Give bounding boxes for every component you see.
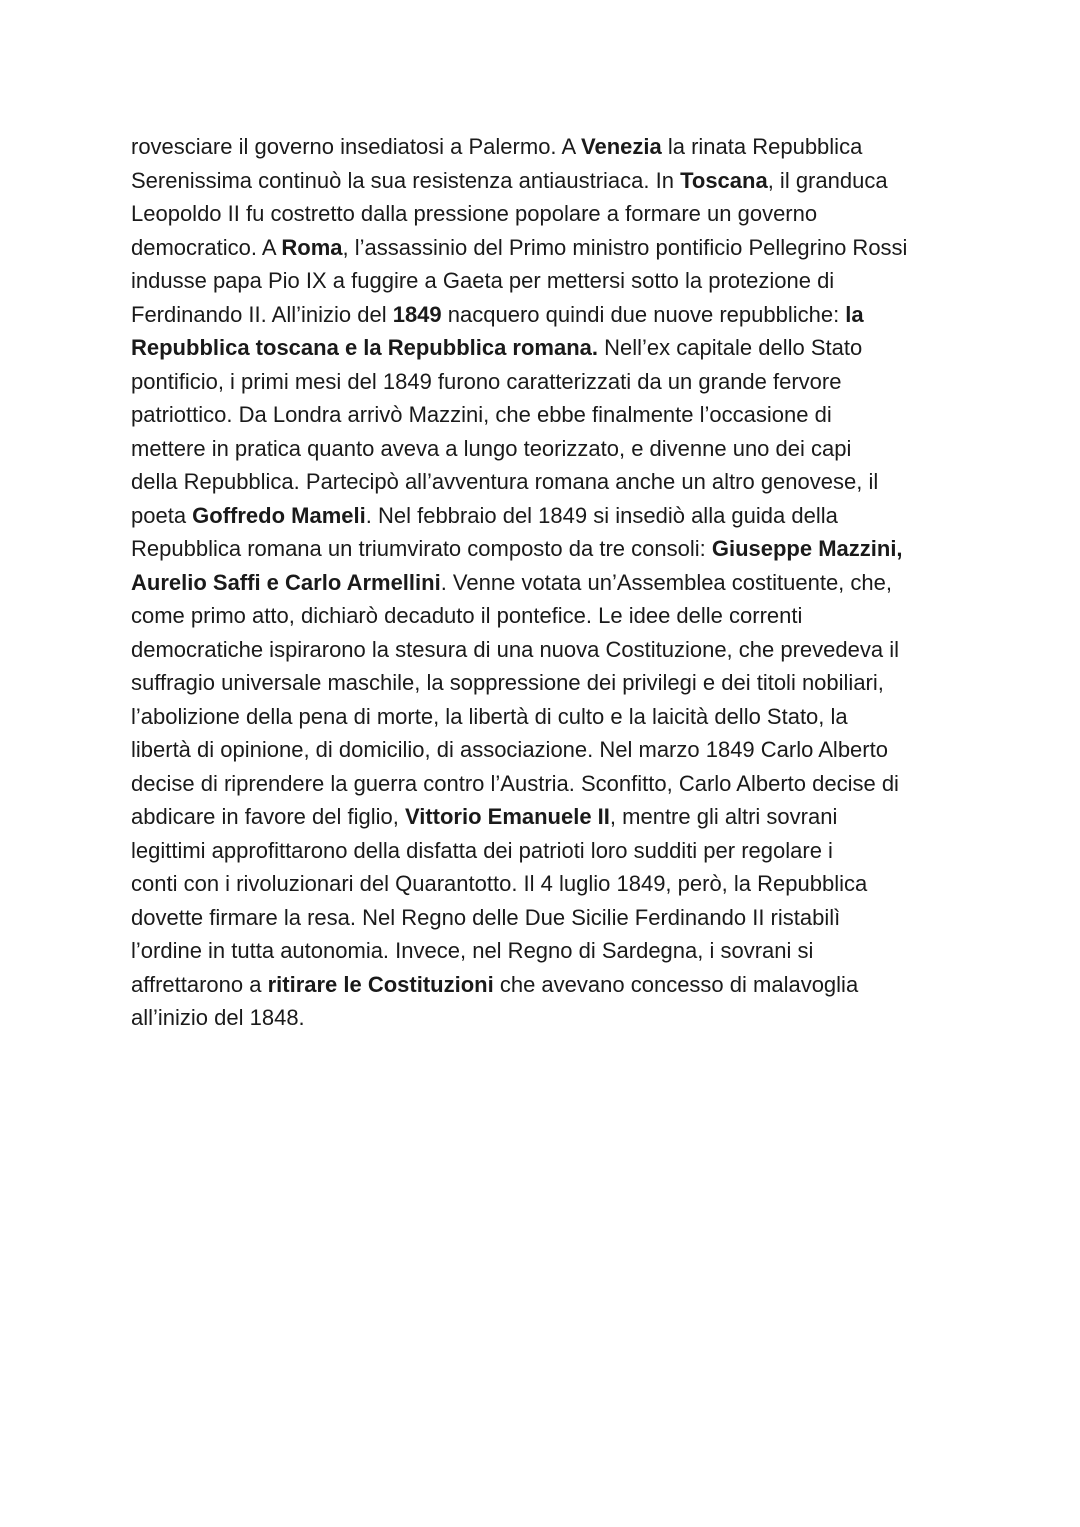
text-segment: dovette firmare la resa. Nel Regno delle Due Sicilie Ferdinando II ristabilì	[131, 904, 841, 930]
bold-text-segment: 1849	[392, 301, 442, 327]
bold-text-segment: Venezia	[581, 134, 662, 159]
text-line	[131, 767, 961, 801]
text-line	[131, 566, 961, 600]
text-line	[131, 264, 961, 298]
text-line	[131, 800, 961, 834]
text-segment: abdicare in favore del figlio,	[131, 804, 405, 829]
text-segment: Serenissima continuò la sua resistenza antiaustriaca. In	[131, 167, 681, 193]
text-segment: poeta	[131, 502, 193, 528]
text-line	[131, 398, 961, 432]
text-segment: libertà di opinione, di domicilio, di associazione. Nel marzo 1849 Carlo Alberto	[131, 737, 888, 762]
text-segment: come primo atto, dichiarò decaduto il pontefice. Le idee delle correnti	[131, 603, 803, 628]
text-segment: pontificio, i primi mesi del 1849 furono caratterizzati da un grande fervore	[131, 368, 842, 394]
text-segment: Ferdinando II. All’inizio del	[131, 301, 393, 327]
text-segment: , mentre gli altri sovrani	[609, 804, 838, 829]
bold-text-segment: Repubblica toscana e la Repubblica romana.	[131, 335, 599, 360]
text-segment: suffragio universale maschile, la soppressione dei privilegi e dei titoli nobiliari,	[131, 670, 884, 695]
text-segment: affrettarono a	[131, 971, 268, 997]
text-line	[131, 164, 961, 198]
text-segment: legittimi approfittarono della disfatta dei patrioti loro sudditi per regolare i	[131, 837, 833, 863]
text-segment: Nell’ex capitale dello Stato	[598, 335, 863, 360]
text-line	[131, 365, 961, 399]
text-line	[131, 867, 961, 901]
text-segment: . Venne votata un’Assemblea costituente, che,	[440, 569, 892, 595]
text-segment: , l’assassinio del Primo ministro pontificio Pellegrino Rossi	[342, 234, 908, 260]
body-text	[131, 130, 961, 1035]
bold-text-segment: Giuseppe Mazzini,	[711, 536, 903, 561]
text-segment: che avevano concesso di malavoglia	[493, 971, 859, 997]
text-line	[131, 599, 961, 633]
bold-text-segment: Vittorio Emanuele II	[404, 804, 610, 829]
text-line	[131, 331, 961, 365]
text-segment: . Nel febbraio del 1849 si insediò alla guida della	[365, 502, 838, 528]
text-line	[131, 532, 961, 566]
bold-text-segment: Toscana	[680, 167, 768, 193]
text-line	[131, 700, 961, 734]
text-line	[131, 633, 961, 667]
text-line	[131, 666, 961, 700]
text-line	[131, 130, 961, 164]
text-segment: nacquero quindi due nuove repubbliche:	[441, 301, 846, 327]
text-segment: indusse papa Pio IX a fuggire a Gaeta per mettersi sotto la protezione di	[131, 268, 835, 293]
text-line	[131, 298, 961, 332]
text-segment: la rinata Repubblica	[661, 134, 863, 159]
text-line	[131, 834, 961, 868]
text-segment: rovesciare il governo insediatosi a Palermo. A	[131, 134, 582, 159]
text-segment: l’ordine in tutta autonomia. Invece, nel Regno di Sardegna, i sovrani si	[131, 938, 814, 963]
text-segment: mettere in pratica quanto aveva a lungo teorizzato, e divenne uno dei capi	[131, 435, 852, 461]
text-segment: decise di riprendere la guerra contro l’Austria. Sconfitto, Carlo Alberto decise di	[131, 770, 899, 796]
text-segment: l’abolizione della pena di morte, la libertà di culto e la laicità dello Stato, la	[131, 703, 848, 729]
text-line	[131, 968, 961, 1002]
bold-text-segment: ritirare le Costituzioni	[267, 971, 494, 997]
text-line	[131, 432, 961, 466]
bold-text-segment: Aurelio Saffi e Carlo Armellini	[131, 569, 441, 595]
text-segment: Leopoldo II fu costretto dalla pressione popolare a formare un governo	[131, 201, 818, 226]
text-line	[131, 231, 961, 265]
text-segment: , il granduca	[767, 167, 888, 193]
text-line	[131, 499, 961, 533]
text-segment: della Repubblica. Partecipò all’avventura romana anche un altro genovese, il	[131, 469, 879, 494]
bold-text-segment: la	[845, 301, 864, 327]
text-segment: democratiche ispirarono la stesura di una nuova Costituzione, che prevedeva il	[131, 636, 899, 662]
text-segment: conti con i rivoluzionari del Quarantotto. Il 4 luglio 1849, però, la Repubblica	[131, 871, 868, 896]
text-line	[131, 197, 961, 231]
bold-text-segment: Roma	[281, 234, 343, 260]
bold-text-segment: Goffredo Mameli	[192, 502, 366, 528]
text-line	[131, 733, 961, 767]
text-segment: all’inizio del 1848.	[131, 1005, 305, 1030]
text-line	[131, 901, 961, 935]
text-line	[131, 934, 961, 968]
text-segment: patriottico. Da Londra arrivò Mazzini, che ebbe finalmente l’occasione di	[131, 402, 832, 427]
text-line	[131, 1001, 961, 1035]
text-segment: Repubblica romana un triumvirato composto da tre consoli:	[131, 536, 712, 561]
text-segment: democratico. A	[131, 234, 282, 260]
text-line	[131, 465, 961, 499]
